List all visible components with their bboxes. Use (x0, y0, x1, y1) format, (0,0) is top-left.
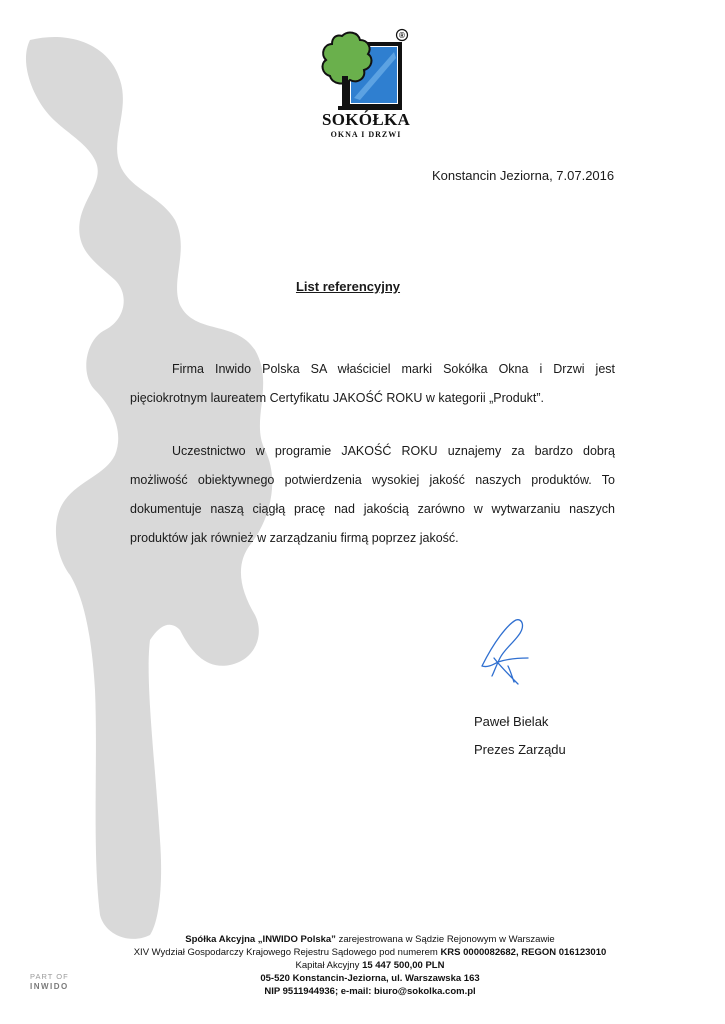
paragraph-2 (130, 437, 615, 553)
footer-line-4 (90, 972, 650, 985)
footer-line-5 (90, 985, 650, 998)
paragraph-1 (130, 355, 615, 413)
footer-register: XIV Wydział Gospodarczy Krajowego Rejestru Sądowego pod numerem (133, 947, 441, 958)
logo-tree-trunk (342, 76, 348, 108)
registered-mark: ® (399, 31, 405, 40)
part-of-inwido (30, 972, 69, 992)
footer-nip-email: NIP 9511944936; e-mail: biuro@sokolka.com.pl (264, 986, 476, 997)
logo-brand-sub: OKNA I DRZWI (330, 130, 402, 139)
signature-stroke (482, 620, 528, 684)
letter-title: List referencyjny (295, 279, 401, 294)
place-date: Konstancin Jeziorna, 7.07.2016 (432, 168, 615, 183)
footer-line-2 (90, 946, 650, 959)
handwritten-signature (474, 614, 544, 690)
footer-krs-regon: KRS 0000082682, REGON 016123010 (440, 947, 607, 958)
footer-company-name: Spółka Akcyjna „INWIDO Polska” (185, 934, 336, 945)
part-of-label: PART OF (30, 972, 69, 981)
footer-address: 05-520 Konstancin-Jeziorna, ul. Warszawska 163 (260, 973, 480, 984)
paragraph-2-text: Uczestnictwo w programie JAKOŚĆ ROKU uznajemy za bardzo dobrą możliwość obiektywnego potwierdzenia wysokiej jakość naszych produktów. To dokumentuje naszą ciągłą pracę nad jakością zarówno w wytwarzaniu naszych produktów jak również w zarządzaniu firmą poprzez jakość. (130, 444, 615, 545)
company-footer (90, 933, 650, 998)
logo-tree-icon (323, 33, 372, 84)
signer-position: Prezes Zarządu (474, 742, 566, 757)
inwido-wordmark: INWIDO (30, 982, 69, 991)
footer-capital-label: Kapitał Akcyjny (295, 960, 363, 971)
footer-line-3 (90, 959, 650, 972)
paragraph-1-text: Firma Inwido Polska SA właściciel marki Sokółka Okna i Drzwi jest pięciokrotnym laureatem Certyfikatu JAKOŚĆ ROKU w kategorii „Produkt”. (130, 362, 615, 405)
signer-name: Paweł Bielak (474, 714, 549, 729)
footer-line-1 (90, 933, 650, 946)
logo-brand-name: SOKÓŁKA (322, 110, 411, 129)
footer-capital-value: 15 447 500,00 PLN (362, 960, 445, 971)
footer-court: zarejestrowana w Sądzie Rejonowym w Warszawie (335, 934, 555, 945)
